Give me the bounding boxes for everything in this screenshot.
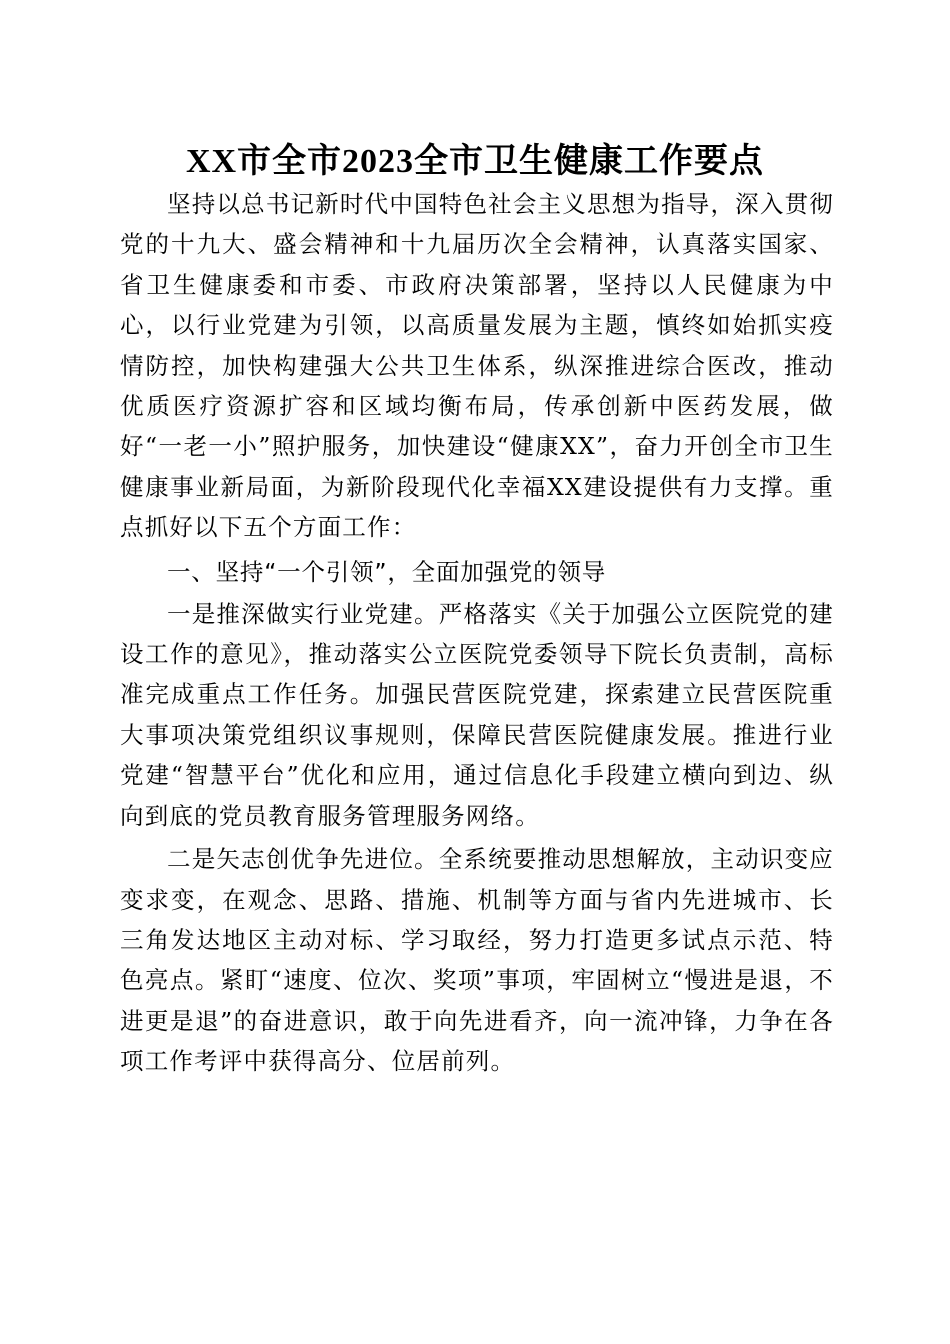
intro-paragraph: 坚持以总书记新时代中国特色社会主义思想为指导，深入贯彻党的十九大、盛会精神和十九届历次全会精神，认真落实国家、省卫生健康委和市委、市政府决策部署，坚持以人民健康为中心，以行业党建为引领，以高质量发展为主题，慎终如始抓实疫情防控，加快构建强大公共卫生体系，纵深推进综合医改，推动优质医疗资源扩容和区域均衡布局，传承创新中医药发展，做好“一老一小”照护服务，加快建设“健康XX”，奋力开创全市卫生健康事业新局面，为新阶段现代化幸福XX建设提供有力支撑。重点抓好以下五个方面工作： xyxy=(120,190,834,542)
item-text-1: 严格落实《关于加强公立医院党的建设工作的意见》，推动落实公立医院党委领导下院长负责制，高标准完成重点工作任务。加强民营医院党建，探索建立民营医院重大事项决策党组织议事规则，保障民营医院健康发展。推进行业党建“智慧平台”优化和应用，通过信息化手段建立横向到边、纵向到底的党员教育服务管理服务网络。 xyxy=(120,599,835,830)
item-paragraph-2 xyxy=(120,839,834,1081)
item-paragraph-1 xyxy=(120,594,834,836)
document-title: XX市全市2023全市卫生健康工作要点 xyxy=(185,143,765,180)
section-heading: 一、坚持“一个引领”，全面加强党的领导 xyxy=(167,557,607,586)
item-lead-2: 二是矢志创优争先进位。 xyxy=(167,845,439,874)
item-lead-1: 一是推深做实行业党建。 xyxy=(167,599,439,628)
document-body xyxy=(120,184,834,1082)
item-text-2: 全系统要推动思想解放，主动识变应变求变，在观念、思路、措施、机制等方面与省内先进城市、长三角发达地区主动对标、学习取经，努力打造更多试点示范、特色亮点。紧盯“速度、位次、奖项”事项，牢固树立“慢进是退，不进更是退”的奋进意识，敢于向先进看齐，向一流冲锋，力争在各项工作考评中获得高分、位居前列。 xyxy=(120,845,835,1076)
